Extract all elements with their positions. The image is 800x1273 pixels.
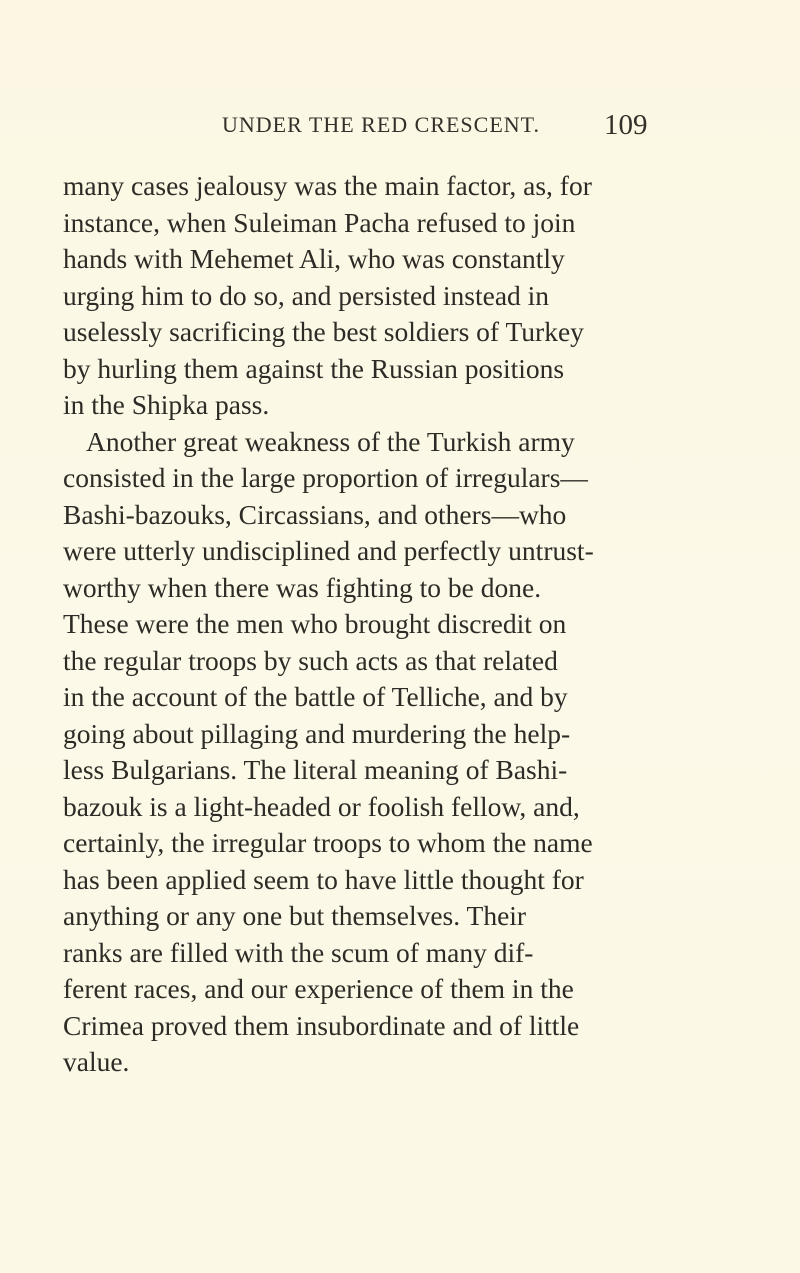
- text-line: by hurling them against the Russian positions: [63, 352, 565, 384]
- text-line: less Bulgarians. The literal meaning of Bashi-: [63, 754, 568, 785]
- text-line: Crimea proved them insubordinate and of little: [63, 1009, 580, 1041]
- text-line: worthy when there was fighting to be done.: [63, 571, 542, 603]
- text-line: many cases jealousy was the main factor, as, for: [63, 170, 592, 201]
- page-number: 109: [604, 109, 648, 141]
- text-line: These were the men who brought discredit on: [63, 608, 567, 639]
- text-line: uselessly sacrificing the best soldiers of Turkey: [63, 316, 584, 347]
- text-line: urging him to do so, and persisted instead in: [63, 279, 550, 311]
- text-line: hands with Mehemet Ali, who was constantly: [63, 243, 565, 274]
- text-line: consisted in the large proportion of irregulars—: [63, 462, 588, 493]
- running-head: [0, 109, 800, 142]
- text-line: Bashi-bazouks, Circassians, and others—who: [63, 498, 567, 530]
- text-line: certainly, the irregular troops to whom the name: [63, 827, 593, 858]
- text-line: ranks are filled with the scum of many dif-: [63, 936, 534, 968]
- text-line: in the Shipka pass.: [63, 389, 270, 420]
- text-line: anything or any one but themselves. Their: [63, 900, 527, 931]
- text-line: value.: [63, 1046, 130, 1077]
- text-line: instance, when Suleiman Pacha refused to join: [63, 206, 576, 238]
- text-line: going about pillaging and murdering the help-: [63, 717, 571, 749]
- text-line: the regular troops by such acts as that related: [63, 644, 558, 676]
- text-line: bazouk is a light-headed or foolish fellow, and,: [63, 790, 580, 822]
- running-title: UNDER THE RED CRESCENT.: [222, 112, 540, 137]
- paragraph-start-line: Another great weakness of the Turkish army: [86, 425, 575, 457]
- text-line: has been applied seem to have little thought for: [63, 863, 584, 895]
- body-text: [63, 168, 713, 1081]
- text-line: ferent races, and our experience of them in the: [63, 973, 574, 1004]
- text-line: were utterly undisciplined and perfectly untrust-: [63, 535, 594, 566]
- text-line: in the account of the battle of Telliche, and by: [63, 681, 568, 712]
